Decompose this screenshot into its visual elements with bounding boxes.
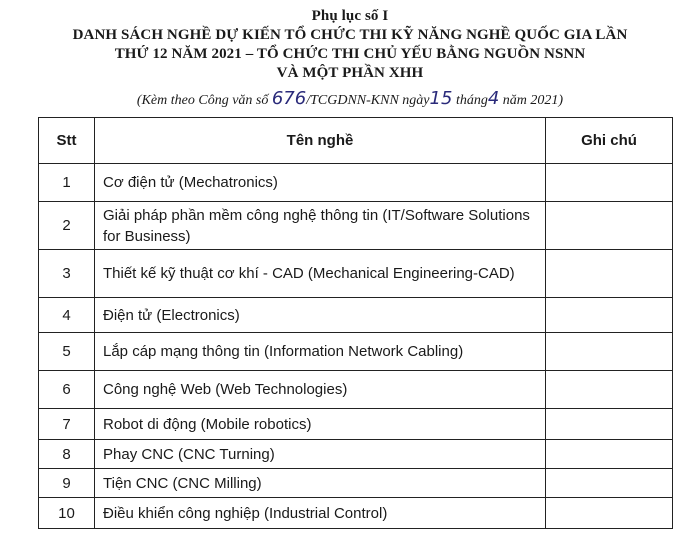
row-stt: 5 — [39, 333, 95, 371]
appendix-label: Phụ lục số I — [311, 8, 389, 24]
handwritten-month: 4 — [487, 88, 500, 109]
row-stt: 8 — [39, 440, 95, 469]
table-row — [39, 498, 673, 529]
reference-note — [0, 88, 700, 109]
row-stt: 1 — [39, 164, 95, 202]
occupation-table — [38, 117, 673, 529]
row-note — [546, 164, 673, 202]
row-occupation: Phay CNC (CNC Turning) — [95, 440, 546, 469]
row-note — [546, 250, 673, 298]
row-stt: 10 — [39, 498, 95, 529]
row-note — [546, 440, 673, 469]
row-occupation: Công nghệ Web (Web Technologies) — [95, 371, 546, 409]
row-note — [546, 202, 673, 250]
handwritten-doc-number: 676 — [271, 88, 307, 109]
row-occupation: Điện tử (Electronics) — [95, 298, 546, 333]
row-stt: 2 — [39, 202, 95, 250]
table-row — [39, 371, 673, 409]
row-occupation: Thiết kế kỹ thuật cơ khí - CAD (Mechanical Engineering-CAD) — [95, 250, 546, 298]
table-row — [39, 469, 673, 498]
document-title-line-2: THỨ 12 NĂM 2021 – TỔ CHỨC THI CHỦ YẾU BẰNG NGUỒN NSNN — [114, 46, 586, 62]
column-header-note: Ghi chú — [546, 118, 673, 164]
row-note — [546, 333, 673, 371]
row-occupation: Điều khiển công nghiệp (Industrial Control) — [95, 498, 546, 529]
reference-note-prefix: (Kèm theo Công văn số — [136, 93, 269, 108]
row-stt: 9 — [39, 469, 95, 498]
document-title-line-1: DANH SÁCH NGHỀ DỰ KIẾN TỔ CHỨC THI KỸ NĂNG NGHỀ QUỐC GIA LẦN — [72, 27, 628, 43]
row-occupation: Cơ điện tử (Mechatronics) — [95, 164, 546, 202]
table-row — [39, 409, 673, 440]
row-note — [546, 498, 673, 529]
row-note — [546, 469, 673, 498]
row-note — [546, 409, 673, 440]
column-header-stt: Stt — [39, 118, 95, 164]
row-occupation: Robot di động (Mobile robotics) — [95, 409, 546, 440]
row-occupation: Tiện CNC (CNC Milling) — [95, 469, 546, 498]
row-occupation: Giải pháp phần mềm công nghệ thông tin (IT/Software Solutions for Business) — [95, 202, 546, 250]
table-row — [39, 298, 673, 333]
table-row — [39, 250, 673, 298]
column-header-name: Tên nghề — [95, 118, 546, 164]
row-stt: 3 — [39, 250, 95, 298]
table-row — [39, 164, 673, 202]
row-occupation: Lắp cáp mạng thông tin (Information Network Cabling) — [95, 333, 546, 371]
table-row — [39, 202, 673, 250]
table-row — [39, 333, 673, 371]
table-row — [39, 440, 673, 469]
row-stt: 4 — [39, 298, 95, 333]
table-header-row — [39, 118, 673, 164]
document-title-line-3: VÀ MỘT PHẦN XHH — [276, 65, 424, 81]
handwritten-day: 15 — [429, 88, 453, 109]
row-note — [546, 298, 673, 333]
row-note — [546, 371, 673, 409]
reference-note-mid1: /TCGDNN-KNN ngày — [306, 93, 430, 108]
reference-note-mid2: tháng — [455, 93, 488, 108]
reference-note-suffix: năm 2021) — [502, 93, 564, 108]
row-stt: 6 — [39, 371, 95, 409]
row-stt: 7 — [39, 409, 95, 440]
